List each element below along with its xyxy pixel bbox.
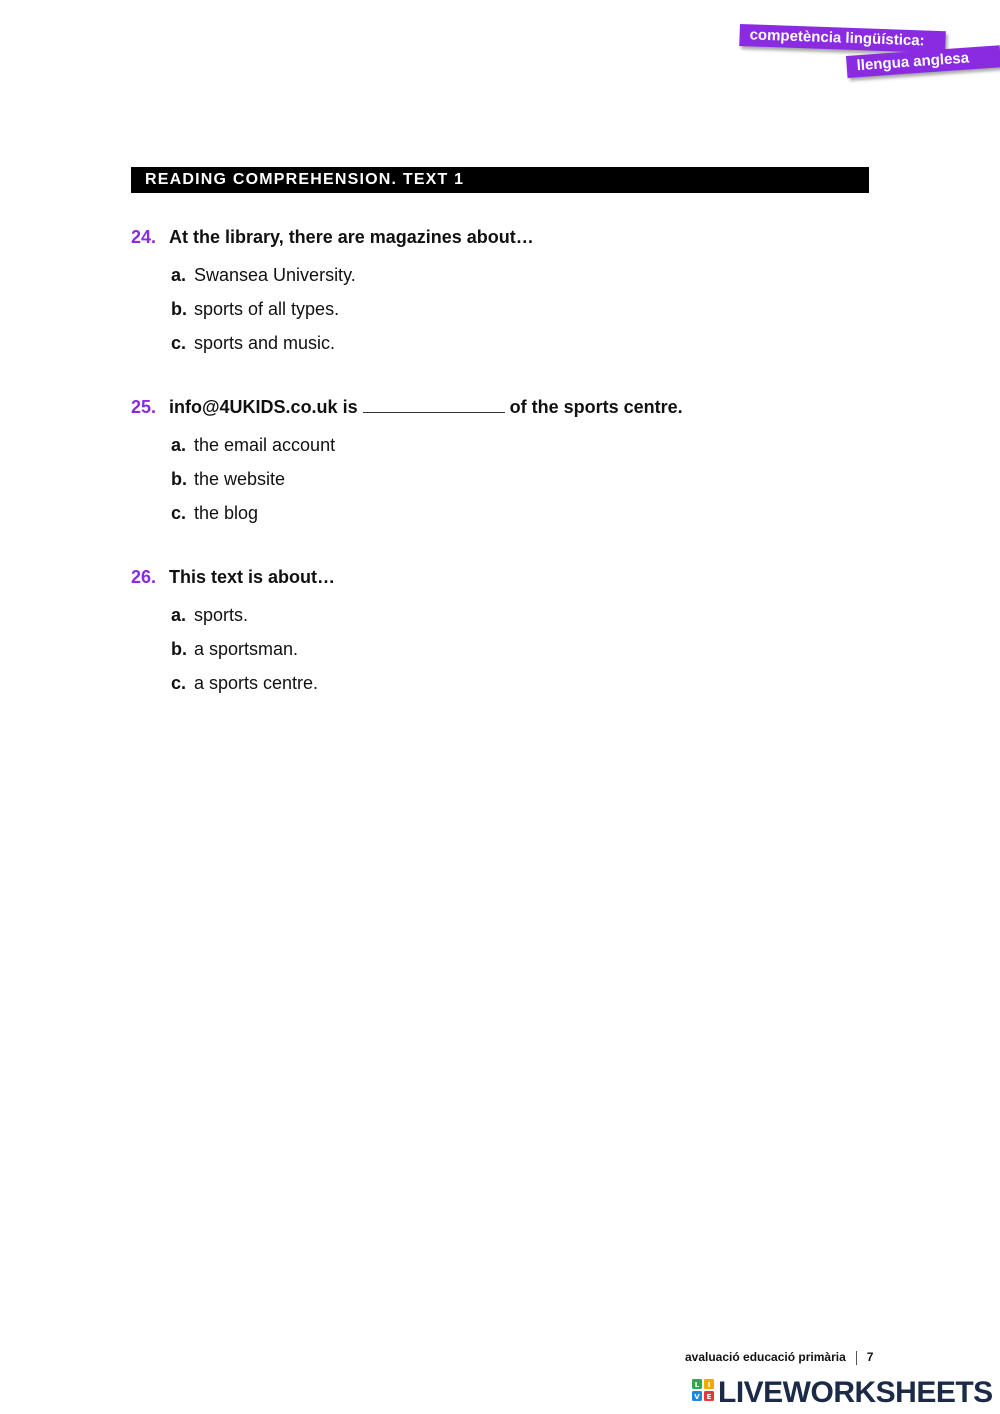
question-stem bbox=[131, 394, 871, 420]
brand-watermark bbox=[692, 1376, 993, 1409]
question-stem bbox=[131, 564, 871, 590]
question-number: 24. bbox=[131, 227, 157, 247]
option-letter: c. bbox=[171, 503, 187, 523]
footer-label: avaluació educació primària bbox=[685, 1350, 846, 1364]
option-letter: a. bbox=[171, 605, 187, 625]
question-24 bbox=[131, 224, 871, 360]
question-25 bbox=[131, 394, 871, 530]
liveworksheets-logo-icon bbox=[692, 1379, 714, 1401]
option-letter: a. bbox=[171, 435, 187, 455]
question-stem bbox=[131, 224, 871, 250]
option-letter: b. bbox=[171, 299, 187, 319]
option-text: sports. bbox=[194, 605, 249, 625]
option-a[interactable] bbox=[171, 598, 871, 632]
option-letter: c. bbox=[171, 333, 187, 353]
option-c[interactable] bbox=[171, 496, 871, 530]
question-number: 25. bbox=[131, 397, 157, 417]
option-c[interactable] bbox=[171, 666, 871, 700]
answer-options bbox=[171, 258, 871, 360]
option-text: sports of all types. bbox=[194, 299, 340, 319]
option-text: a sportsman. bbox=[194, 639, 299, 659]
option-letter: b. bbox=[171, 639, 187, 659]
svg-text:E: E bbox=[706, 1393, 712, 1401]
footer-divider bbox=[856, 1351, 857, 1365]
subject-tag-competence: competència lingüística: bbox=[739, 24, 946, 53]
page-footer bbox=[685, 1349, 873, 1365]
answer-options bbox=[171, 598, 871, 700]
option-letter: a. bbox=[171, 265, 187, 285]
brand-name: LIVEWORKSHEETS bbox=[718, 1376, 993, 1409]
option-text: a sports centre. bbox=[194, 673, 319, 693]
fill-in-blank[interactable] bbox=[363, 394, 505, 413]
question-text: At the library, there are magazines about… bbox=[169, 227, 534, 247]
option-c[interactable] bbox=[171, 326, 871, 360]
option-letter: c. bbox=[171, 673, 187, 693]
question-text-after-blank: of the sports centre. bbox=[509, 397, 683, 417]
option-a[interactable] bbox=[171, 258, 871, 292]
option-text: sports and music. bbox=[194, 333, 336, 353]
option-text: the website bbox=[194, 469, 286, 489]
option-b[interactable] bbox=[171, 632, 871, 666]
subject-tag-language: llengua anglesa bbox=[846, 45, 1000, 78]
section-title-bar: READING COMPREHENSION. TEXT 1 bbox=[131, 167, 869, 193]
option-text: the email account bbox=[194, 435, 336, 455]
question-text: This text is about… bbox=[169, 567, 336, 587]
option-text: Swansea University. bbox=[194, 265, 356, 285]
svg-text:L: L bbox=[694, 1381, 700, 1389]
answer-options bbox=[171, 428, 871, 530]
question-26 bbox=[131, 564, 871, 700]
option-a[interactable] bbox=[171, 428, 871, 462]
svg-text:V: V bbox=[694, 1393, 700, 1401]
svg-text:I: I bbox=[707, 1381, 711, 1389]
option-b[interactable] bbox=[171, 292, 871, 326]
option-b[interactable] bbox=[171, 462, 871, 496]
page-number: 7 bbox=[866, 1350, 874, 1364]
question-number: 26. bbox=[131, 567, 157, 587]
option-text: the blog bbox=[194, 503, 259, 523]
question-text-before-blank: info@4UKIDS.co.uk is bbox=[169, 397, 358, 417]
option-letter: b. bbox=[171, 469, 187, 489]
